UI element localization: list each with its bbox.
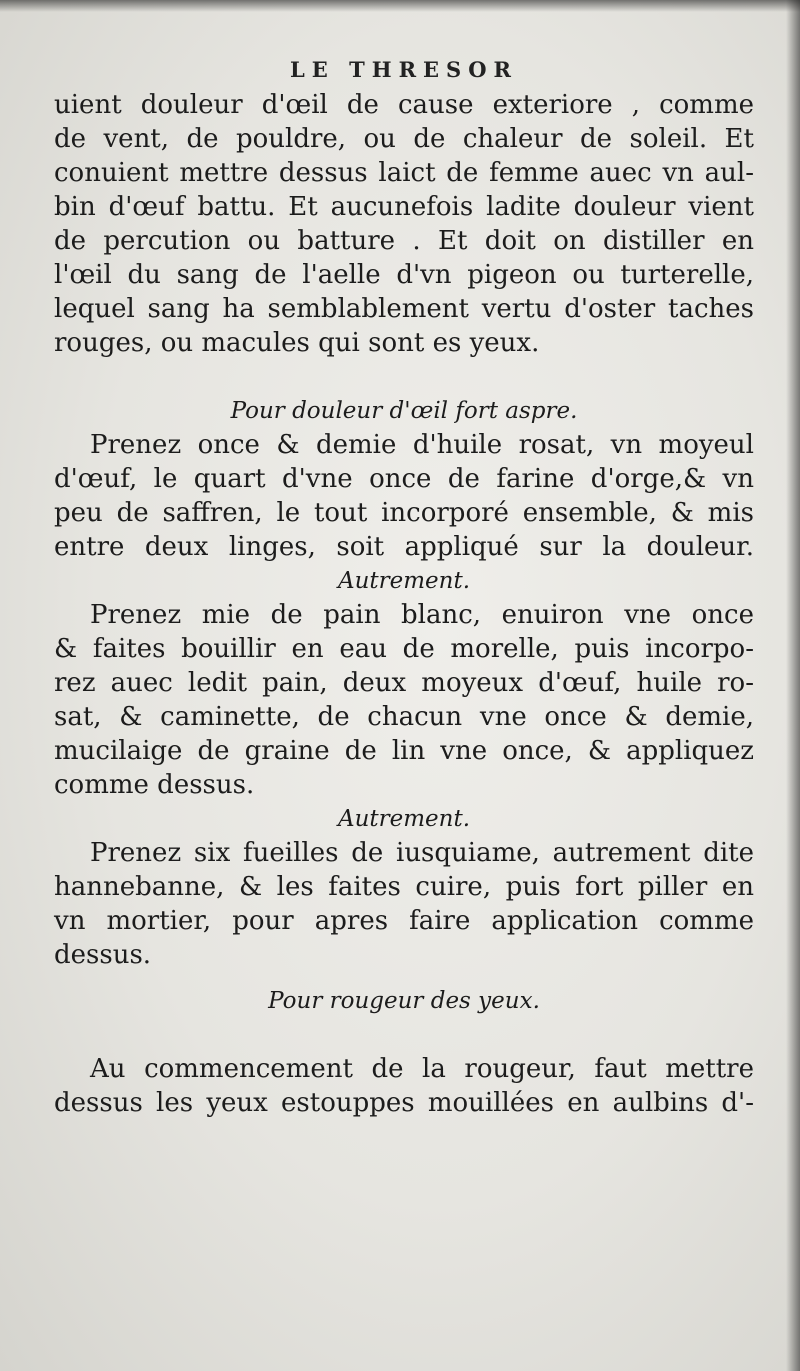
text-line: rez auec ledit pain, deux moyeux d'œuf, huile ro- [54, 668, 754, 698]
text-line: l'œil du sang de l'aelle d'vn pigeon ou turterelle, [54, 260, 754, 290]
text-line: bin d'œuf battu. Et aucunefois ladite douleur vient [54, 192, 754, 222]
page-text [54, 52, 754, 1120]
text-line: conuient mettre dessus laict de femme auec vn aul- [54, 158, 754, 188]
text-line: sat, & caminette, de chacun vne once & demie, [54, 702, 754, 732]
paragraph-3 [54, 598, 754, 802]
text-line: de vent, de pouldre, ou de chaleur de soleil. Et [54, 124, 754, 154]
text-line: entre deux linges, soit appliqué sur la douleur. [54, 532, 754, 562]
text-line: peu de saffren, le tout incorporé ensemble, & mis [54, 498, 754, 528]
paragraph-4 [54, 836, 754, 972]
text-line: dessus les yeux estouppes mouillées en aulbins d'- [54, 1088, 754, 1118]
text-line: lequel sang ha semblablement vertu d'oster taches [54, 294, 754, 324]
text-line: de percution ou batture . Et doit on distiller en [54, 226, 754, 256]
text-line: rouges, ou macules qui sont es yeux. [54, 328, 540, 358]
text-line: vn mortier, pour apres faire application comme [54, 906, 754, 936]
text-line: hannebanne, & les faites cuire, puis fort piller en [54, 872, 754, 902]
text-line: d'œuf, le quart d'vne once de farine d'orge,& vn [54, 464, 754, 494]
text-line: & faites bouillir en eau de morelle, puis incorpo- [54, 634, 754, 664]
text-line: Prenez once & demie d'huile rosat, vn moyeul [90, 430, 754, 460]
paragraph-1 [54, 88, 754, 360]
paragraph-5 [54, 1052, 754, 1120]
section-heading: Autrement. [337, 568, 471, 594]
section-heading: Autrement. [337, 806, 471, 832]
text-line: Prenez six fueilles de iusquiame, autrement dite [90, 838, 754, 868]
text-line: Prenez mie de pain blanc, enuiron vne once [90, 600, 754, 630]
paragraph-2 [54, 428, 754, 564]
section-heading: Pour rougeur des yeux. [268, 988, 540, 1014]
text-line: comme dessus. [54, 770, 255, 800]
running-head: LE THRESOR [290, 57, 518, 82]
section-heading: Pour douleur d'œil fort aspre. [230, 398, 578, 424]
text-line: dessus. [54, 940, 152, 970]
text-line: Au commencement de la rougeur, faut mettre [90, 1054, 754, 1084]
text-line: uient douleur d'œil de cause exteriore , comme [54, 90, 754, 120]
text-line: mucilaige de graine de lin vne once, & appliquez [54, 736, 754, 766]
